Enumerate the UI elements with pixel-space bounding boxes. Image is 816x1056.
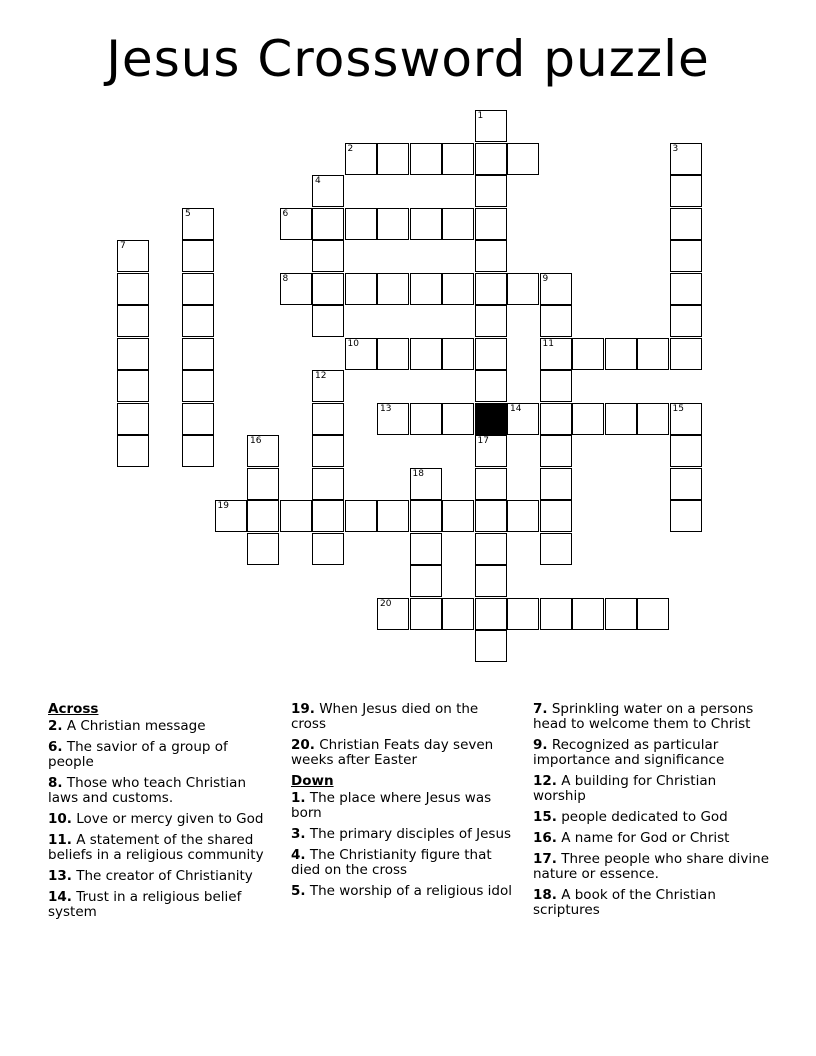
grid-cell[interactable] [475,273,507,305]
clue-text: people dedicated to God [556,809,728,825]
grid-cell[interactable] [377,500,409,532]
grid-cell[interactable] [247,435,279,467]
clue-number: 12 [315,371,327,381]
clue-19 [291,702,513,732]
grid-cell[interactable] [247,533,279,565]
grid-cell[interactable] [605,338,637,370]
clue-number-label: 13. [48,868,72,884]
grid-cell[interactable] [540,403,572,435]
grid-cell[interactable] [410,565,442,597]
clue-number-label: 14. [48,889,72,905]
grid-cell[interactable] [312,435,344,467]
grid-cell[interactable] [312,175,344,207]
grid-cell[interactable] [377,273,409,305]
grid-cell[interactable] [247,468,279,500]
grid-cell[interactable] [312,403,344,435]
clue-20 [291,738,513,768]
grid-cell[interactable] [280,500,312,532]
clue-15 [533,810,773,825]
clues-column-1 [48,702,276,926]
grid-cell[interactable] [117,240,149,272]
grid-cell[interactable] [117,435,149,467]
clue-number-label: 20. [291,737,315,753]
clue-text: Christian Feats day seven weeks after Easter [291,737,494,768]
grid-cell[interactable] [410,143,442,175]
grid-cell[interactable] [475,468,507,500]
grid-cell[interactable] [540,273,572,305]
grid-cell[interactable] [215,500,247,532]
grid-cell[interactable] [442,143,474,175]
clue-number: 7 [120,241,126,251]
clue-number: 17 [477,436,489,446]
grid-cell[interactable] [117,305,149,337]
grid-cell[interactable] [507,403,539,435]
grid-cell[interactable] [540,533,572,565]
clue-number-label: 9. [533,737,548,753]
grid-cell[interactable] [442,598,474,630]
grid-cell[interactable] [475,598,507,630]
grid-cell[interactable] [312,500,344,532]
clue-number: 13 [380,403,392,414]
clue-number-label: 2. [48,718,63,734]
grid-cell[interactable] [572,598,604,630]
clue-number: 6 [282,208,289,219]
clue-number-label: 12. [533,773,557,789]
across-header: Across [48,701,99,717]
grid-cell[interactable] [312,305,344,337]
grid-cell[interactable] [182,403,214,435]
grid-cell[interactable] [670,305,702,337]
clue-6 [48,740,276,770]
grid-cell[interactable] [377,598,409,630]
grid-cell[interactable] [475,240,507,272]
grid-cell[interactable] [475,305,507,337]
grid-cell[interactable] [540,500,572,532]
grid-cell[interactable] [442,208,474,240]
grid-cell[interactable] [475,338,507,370]
grid-cell[interactable] [377,208,409,240]
grid-cell[interactable] [280,273,312,305]
clues-column-3 [533,702,773,924]
clue-number: 4 [315,176,321,186]
clue-number: 16 [250,436,262,446]
clue-3 [291,827,513,842]
grid-cell[interactable] [312,468,344,500]
clue-text: A building for Christian worship [533,773,717,804]
grid-cell[interactable] [345,208,377,240]
clue-text: Three people who share divine nature or essence. [533,851,770,882]
grid-cell[interactable] [475,370,507,402]
grid-cell[interactable] [182,208,214,240]
clue-number-label: 5. [291,883,306,899]
clue-number: 2 [347,143,354,154]
grid-cell[interactable] [637,598,669,630]
clue-13 [48,869,276,884]
clue-number-label: 7. [533,701,548,717]
clue-number: 18 [412,468,424,479]
grid-cell[interactable] [117,403,149,435]
grid-cell[interactable] [670,468,702,500]
grid-cell[interactable] [475,565,507,597]
clue-text: Recognized as particular importance and significance [533,737,725,768]
grid-cell[interactable] [377,338,409,370]
clue-number-label: 3. [291,826,306,842]
grid-cell[interactable] [540,598,572,630]
grid-cell[interactable] [442,403,474,435]
clue-9 [533,738,773,768]
grid-cell[interactable] [312,273,344,305]
grid-cell[interactable] [670,273,702,305]
grid-cell[interactable] [670,240,702,272]
grid-cell[interactable] [507,598,539,630]
clue-text: The place where Jesus was born [291,790,492,821]
grid-cell[interactable] [345,273,377,305]
grid-cell[interactable] [410,208,442,240]
grid-cell[interactable] [410,533,442,565]
clue-text: A name for God or Christ [556,830,730,846]
grid-cell[interactable] [670,208,702,240]
grid-cell[interactable] [247,500,279,532]
grid-cell[interactable] [377,143,409,175]
clue-number: 3 [672,143,679,154]
clue-text: The creator of Christianity [71,868,253,884]
clue-text: Love or mercy given to God [71,811,264,827]
grid-cell[interactable] [345,338,377,370]
clue-number: 1 [477,111,484,121]
clue-number: 19 [217,501,229,511]
clue-text: Those who teach Christian laws and customs. [48,775,246,806]
grid-cell[interactable] [182,240,214,272]
clue-16 [533,831,773,846]
grid-cell[interactable] [442,338,474,370]
clue-2 [48,719,276,734]
clue-1 [291,791,513,821]
grid-cell[interactable] [117,273,149,305]
clue-7 [533,702,773,732]
grid-cell[interactable] [475,208,507,240]
grid-cell[interactable] [182,273,214,305]
grid-cell[interactable] [670,435,702,467]
clue-number: 11 [542,338,554,349]
grid-cell[interactable] [475,110,507,142]
grid-cell[interactable] [312,240,344,272]
grid-cell[interactable] [312,370,344,402]
clue-number-label: 6. [48,739,63,755]
clue-number-label: 18. [533,887,557,903]
clue-number: 20 [380,598,392,609]
clue-text: Trust in a religious belief system [48,889,242,920]
clue-number-label: 17. [533,851,557,867]
clue-number-label: 10. [48,811,72,827]
grid-cell[interactable] [410,273,442,305]
grid-cell[interactable] [572,338,604,370]
grid-cell[interactable] [507,273,539,305]
grid-cell[interactable] [475,533,507,565]
grid-cell[interactable] [670,175,702,207]
grid-cell[interactable] [540,338,572,370]
grid-cell[interactable] [345,143,377,175]
grid-cell[interactable] [670,338,702,370]
grid-cell[interactable] [377,403,409,435]
grid-cell[interactable] [605,598,637,630]
grid-cell[interactable] [637,403,669,435]
clue-17 [533,852,773,882]
clue-number: 10 [347,338,359,349]
clue-text: A Christian message [62,718,206,734]
grid-cell[interactable] [442,500,474,532]
clue-text: The savior of a group of people [48,739,228,770]
clue-text: A statement of the shared beliefs in a religious community [48,832,264,863]
grid-cell[interactable] [410,500,442,532]
grid-cell[interactable] [540,305,572,337]
grid-cell[interactable] [475,175,507,207]
clue-14 [48,890,276,920]
grid-cell[interactable] [540,435,572,467]
clue-18 [533,888,773,918]
clue-text: The Christianity figure that died on the cross [291,847,492,878]
grid-cell[interactable] [670,143,702,175]
clue-text: A book of the Christian scriptures [533,887,716,918]
grid-cell[interactable] [475,500,507,532]
grid-cell[interactable] [182,370,214,402]
clue-4 [291,848,513,878]
black-cell [475,403,507,435]
grid-cell[interactable] [410,403,442,435]
clue-number-label: 19. [291,701,315,717]
clue-number-label: 1. [291,790,306,806]
grid-cell[interactable] [475,435,507,467]
down-header: Down [291,773,334,789]
grid-cell[interactable] [540,468,572,500]
grid-cell[interactable] [117,338,149,370]
clue-number: 14 [510,403,522,414]
clue-number-label: 15. [533,809,557,825]
grid-cell[interactable] [442,273,474,305]
clue-number-label: 11. [48,832,72,848]
grid-cell[interactable] [637,338,669,370]
clue-text: When Jesus died on the cross [291,701,479,732]
clue-number-label: 16. [533,830,557,846]
clue-12 [533,774,773,804]
grid-cell[interactable] [280,208,312,240]
grid-cell[interactable] [507,143,539,175]
clue-text: The worship of a religious idol [305,883,512,899]
grid-cell[interactable] [670,403,702,435]
grid-cell[interactable] [670,500,702,532]
clue-8 [48,776,276,806]
clue-11 [48,833,276,863]
grid-cell[interactable] [475,630,507,662]
grid-cell[interactable] [605,403,637,435]
clues-column-2 [291,702,513,905]
grid-cell[interactable] [312,533,344,565]
clue-text: The primary disciples of Jesus [305,826,512,842]
clue-number: 15 [672,403,684,414]
clue-number: 8 [282,273,289,284]
grid-cell[interactable] [507,500,539,532]
grid-cell[interactable] [182,435,214,467]
grid-cell[interactable] [345,500,377,532]
clue-10 [48,812,276,827]
grid-cell[interactable] [572,403,604,435]
grid-cell[interactable] [117,370,149,402]
clue-number: 5 [185,208,191,219]
grid-cell[interactable] [182,338,214,370]
clue-number-label: 4. [291,847,306,863]
grid-cell[interactable] [410,468,442,500]
page-title: Jesus Crossword puzzle [106,30,710,88]
clue-number: 9 [542,273,549,284]
grid-cell[interactable] [312,208,344,240]
clue-5 [291,884,513,899]
clue-text: Sprinkling water on a persons head to welcome them to Christ [533,701,754,732]
grid-cell[interactable] [540,370,572,402]
clue-number-label: 8. [48,775,63,791]
grid-cell[interactable] [475,143,507,175]
grid-cell[interactable] [410,598,442,630]
grid-cell[interactable] [182,305,214,337]
grid-cell[interactable] [410,338,442,370]
